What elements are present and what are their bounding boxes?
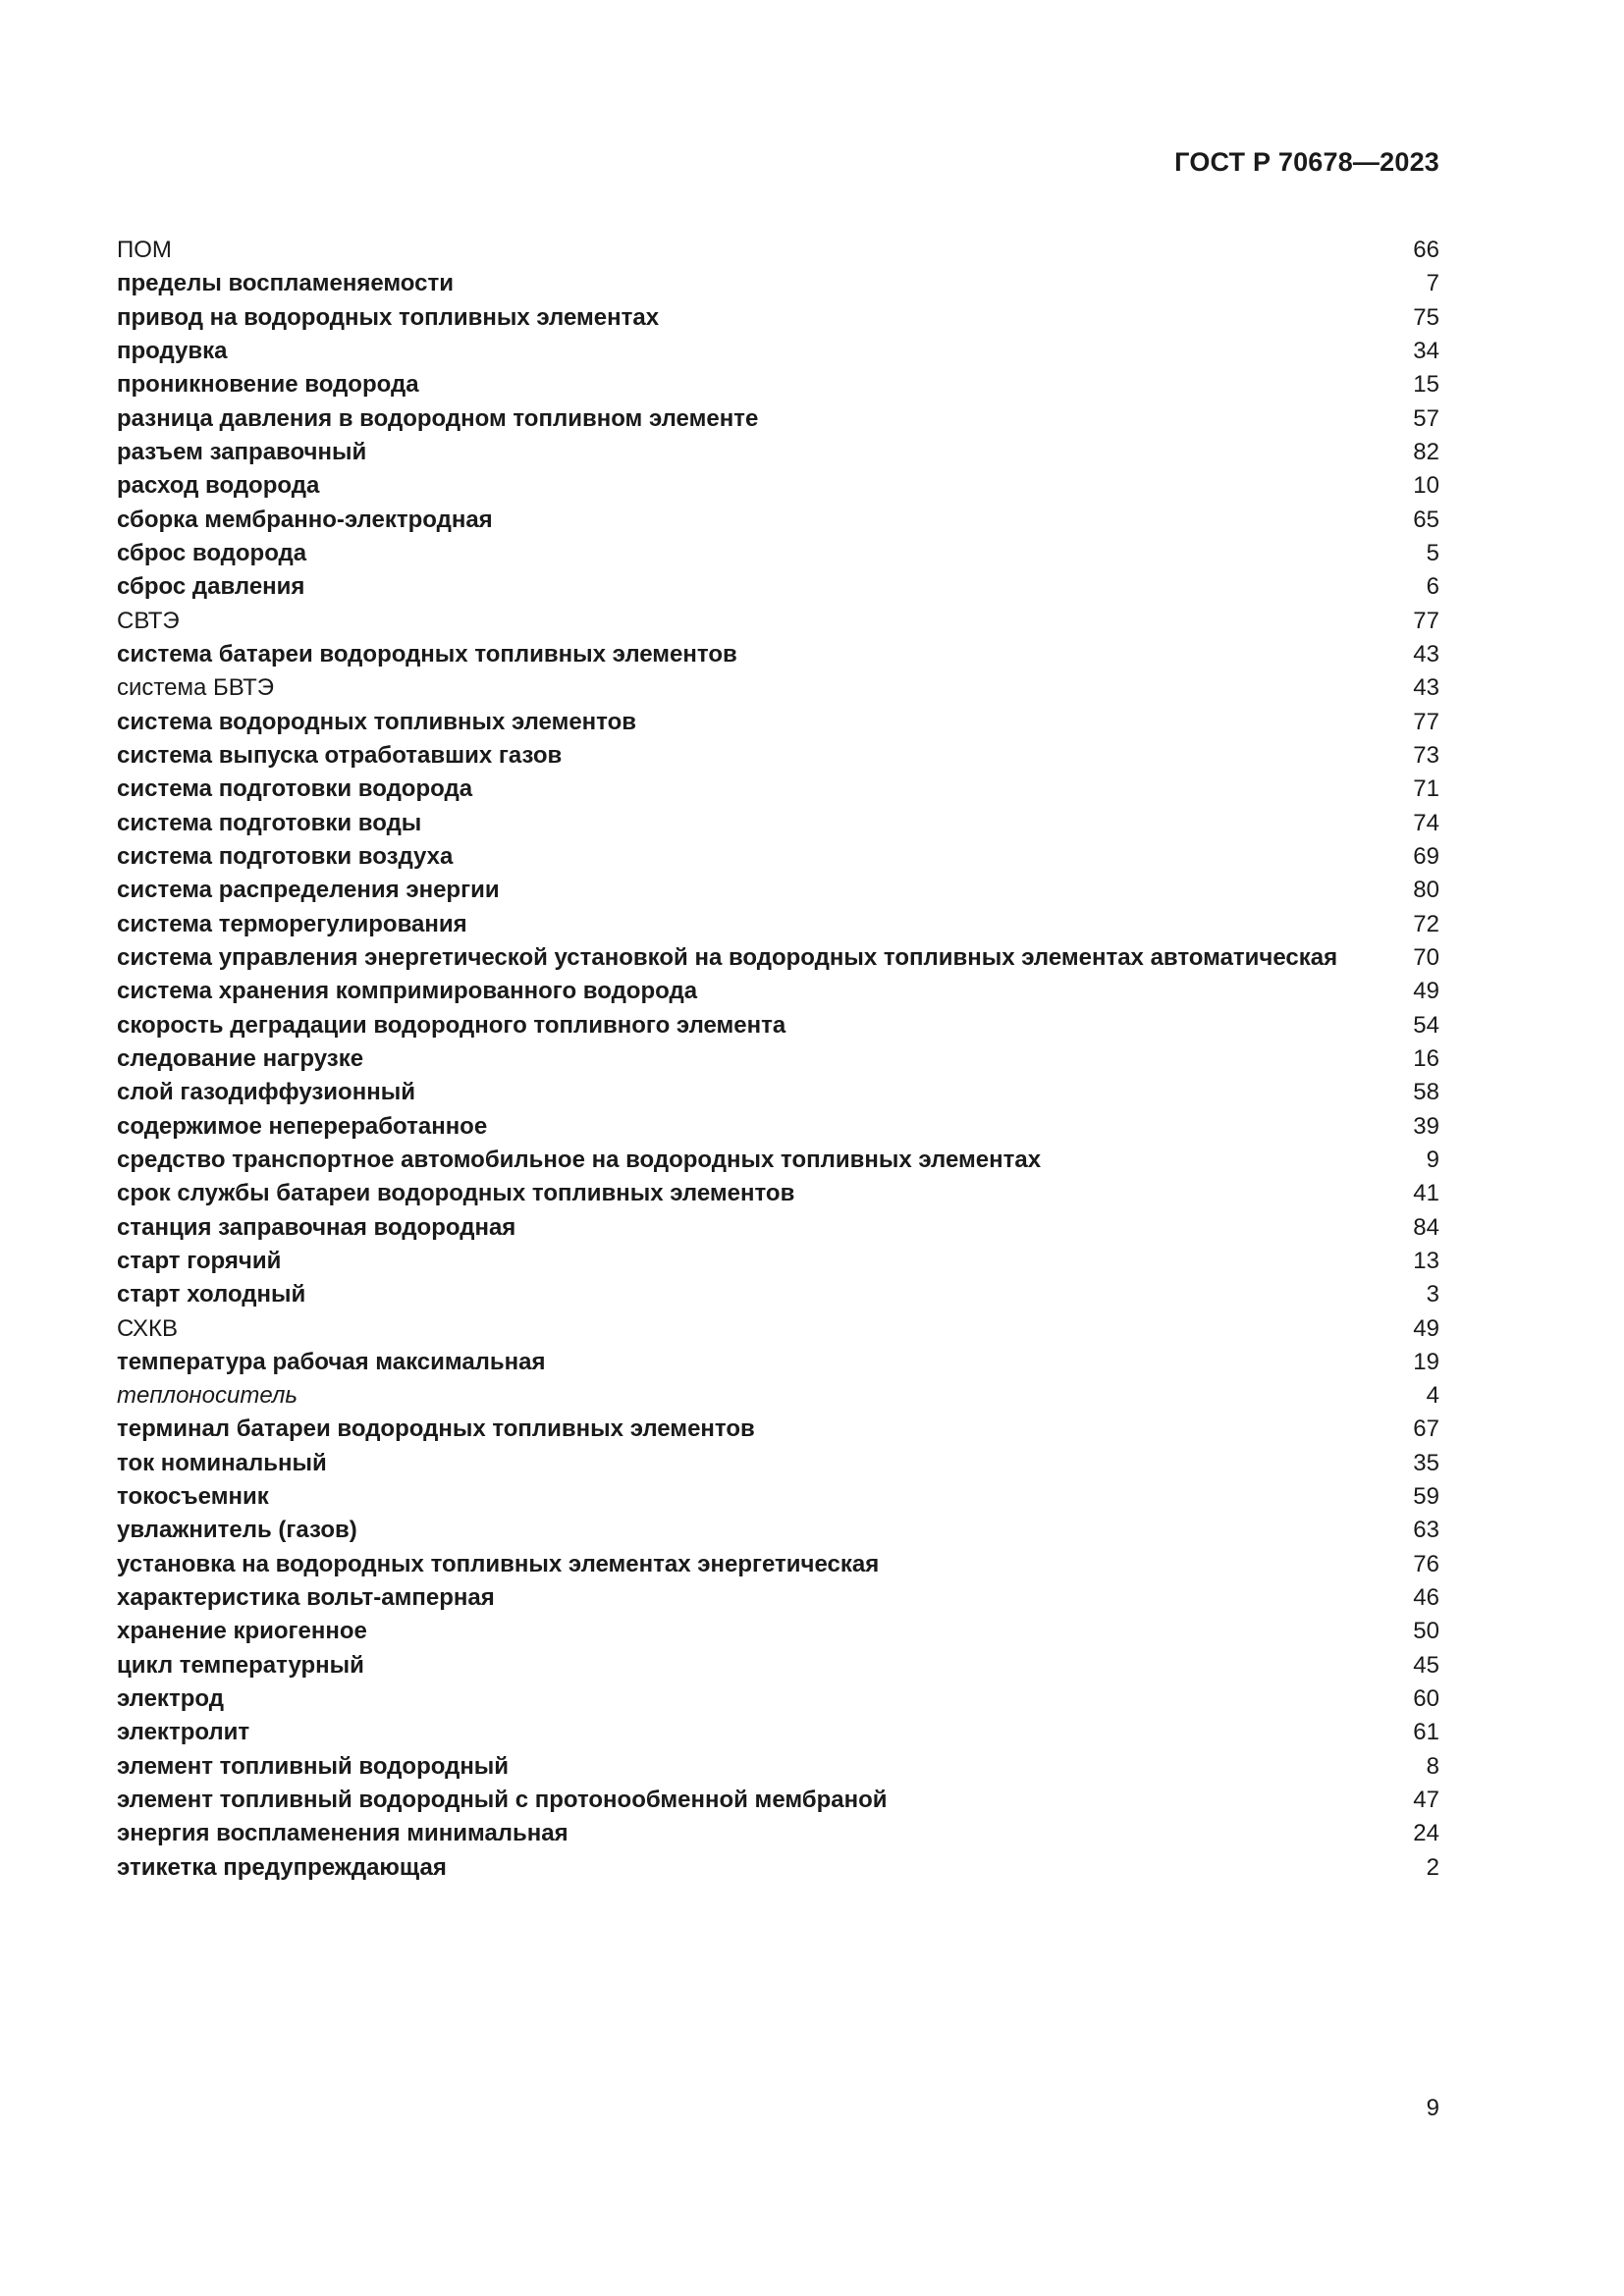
index-term: энергия воспламенения минимальная — [117, 1820, 568, 1847]
index-page-number: 82 — [1413, 438, 1439, 465]
index-entry — [117, 1042, 1439, 1076]
index-page-number: 69 — [1413, 842, 1439, 870]
index-term: этикетка предупреждающая — [117, 1853, 447, 1881]
index-term: сброс давления — [117, 573, 305, 601]
index-entry — [117, 874, 1439, 907]
index-entry — [117, 1514, 1439, 1547]
index-page-number: 70 — [1413, 943, 1439, 971]
index-page-number: 35 — [1413, 1449, 1439, 1476]
index-entry — [117, 1076, 1439, 1109]
index-page-number: 7 — [1426, 270, 1439, 297]
index-page-number: 13 — [1413, 1247, 1439, 1274]
index-term: система распределения энергии — [117, 877, 500, 904]
index-entry — [117, 807, 1439, 840]
index-term: электрод — [117, 1685, 224, 1713]
index-entry — [117, 402, 1439, 436]
document-header: ГОСТ Р 70678—2023 — [1174, 147, 1439, 177]
index-term: система подготовки воды — [117, 809, 422, 836]
index-term: увлажнитель (газов) — [117, 1517, 357, 1544]
index-term: СВТЭ — [117, 607, 180, 634]
index-entry — [117, 570, 1439, 604]
index-entry — [117, 739, 1439, 773]
index-page-number: 4 — [1426, 1382, 1439, 1410]
index-page-number: 2 — [1426, 1853, 1439, 1881]
index-page-number: 43 — [1413, 674, 1439, 702]
index-page-number: 49 — [1413, 978, 1439, 1005]
index-page-number: 74 — [1413, 809, 1439, 836]
index-term: старт холодный — [117, 1281, 306, 1308]
index-entry — [117, 975, 1439, 1008]
index-page-number: 15 — [1413, 371, 1439, 399]
index-term: средство транспортное автомобильное на водородных топливных элементах — [117, 1146, 1042, 1173]
index-term: старт горячий — [117, 1247, 282, 1274]
index-page-number: 65 — [1413, 506, 1439, 533]
index-page-number: 43 — [1413, 640, 1439, 667]
index-term: сброс водорода — [117, 539, 307, 566]
index-page-number: 49 — [1413, 1314, 1439, 1342]
index-term: система хранения компримированного водорода — [117, 978, 698, 1005]
index-entry — [117, 1649, 1439, 1682]
index-entry — [117, 671, 1439, 705]
index-term: элемент топливный водородный — [117, 1752, 510, 1780]
index-page-number: 54 — [1413, 1011, 1439, 1039]
index-term: следование нагрузке — [117, 1044, 364, 1072]
index-term: токосъемник — [117, 1483, 269, 1511]
index-page-number: 73 — [1413, 741, 1439, 769]
index-page-number: 9 — [1426, 1146, 1439, 1173]
index-page-number: 10 — [1413, 472, 1439, 500]
index-page-number: 5 — [1426, 539, 1439, 566]
index-page-number: 6 — [1426, 573, 1439, 601]
alphabetical-index — [117, 234, 1439, 1885]
index-entry — [117, 1211, 1439, 1245]
index-entry — [117, 1784, 1439, 1817]
index-term: продувка — [117, 337, 228, 364]
index-entry — [117, 605, 1439, 638]
index-term: теплоноситель — [117, 1382, 298, 1410]
index-entry — [117, 840, 1439, 874]
index-entry — [117, 1245, 1439, 1278]
index-page-number: 84 — [1413, 1213, 1439, 1241]
index-entry — [117, 1346, 1439, 1379]
index-entry — [117, 1447, 1439, 1480]
index-page-number: 34 — [1413, 337, 1439, 364]
index-term: система управления энергетической установкой на водородных топливных элементах автоматическая — [117, 943, 1338, 971]
index-entry — [117, 1750, 1439, 1784]
index-entry — [117, 1682, 1439, 1716]
index-page-number: 63 — [1413, 1517, 1439, 1544]
index-page-number: 80 — [1413, 877, 1439, 904]
index-entry — [117, 1177, 1439, 1210]
index-page-number: 39 — [1413, 1112, 1439, 1140]
index-entry — [117, 335, 1439, 368]
index-term: слой газодиффузионный — [117, 1079, 415, 1106]
index-page-number: 77 — [1413, 607, 1439, 634]
index-page-number: 46 — [1413, 1584, 1439, 1612]
index-term: проникновение водорода — [117, 371, 419, 399]
index-term: система подготовки водорода — [117, 775, 473, 803]
index-page-number: 76 — [1413, 1550, 1439, 1577]
index-entry — [117, 638, 1439, 671]
index-term: система БВТЭ — [117, 674, 275, 702]
index-term: система выпуска отработавших газов — [117, 741, 563, 769]
index-term: электролит — [117, 1719, 250, 1746]
index-page-number: 72 — [1413, 910, 1439, 937]
index-term: температура рабочая максимальная — [117, 1348, 546, 1375]
index-page-number: 77 — [1413, 708, 1439, 735]
index-entry — [117, 368, 1439, 401]
index-entry — [117, 504, 1439, 537]
index-term: срок службы батареи водородных топливных элементов — [117, 1180, 795, 1207]
index-term: система водородных топливных элементов — [117, 708, 637, 735]
index-entry — [117, 301, 1439, 335]
index-term: расход водорода — [117, 472, 320, 500]
index-term: терминал батареи водородных топливных элементов — [117, 1415, 755, 1443]
index-term: система подготовки воздуха — [117, 842, 454, 870]
index-entry — [117, 436, 1439, 469]
index-page-number: 3 — [1426, 1281, 1439, 1308]
index-page-number: 50 — [1413, 1618, 1439, 1645]
index-term: скорость деградации водородного топливного элемента — [117, 1011, 786, 1039]
index-entry — [117, 1379, 1439, 1413]
index-entry — [117, 1548, 1439, 1581]
index-page-number: 71 — [1413, 775, 1439, 803]
index-entry — [117, 1716, 1439, 1749]
index-term: цикл температурный — [117, 1651, 364, 1679]
index-term: сборка мембранно-электродная — [117, 506, 493, 533]
index-entry — [117, 908, 1439, 941]
index-entry — [117, 1817, 1439, 1850]
index-entry — [117, 706, 1439, 739]
index-entry — [117, 537, 1439, 570]
index-term: пределы воспламеняемости — [117, 270, 454, 297]
index-term: ток номинальный — [117, 1449, 327, 1476]
index-term: система терморегулирования — [117, 910, 467, 937]
index-term: станция заправочная водородная — [117, 1213, 516, 1241]
index-entry — [117, 1278, 1439, 1311]
index-entry — [117, 773, 1439, 806]
index-page-number: 24 — [1413, 1820, 1439, 1847]
index-page-number: 60 — [1413, 1685, 1439, 1713]
index-entry — [117, 234, 1439, 267]
index-page-number: 75 — [1413, 303, 1439, 331]
index-page-number: 59 — [1413, 1483, 1439, 1511]
page-number: 9 — [1426, 2095, 1439, 2121]
index-page-number: 19 — [1413, 1348, 1439, 1375]
index-term: элемент топливный водородный с протонообменной мембраной — [117, 1787, 888, 1814]
index-page-number: 57 — [1413, 404, 1439, 432]
index-page-number: 61 — [1413, 1719, 1439, 1746]
index-page-number: 66 — [1413, 237, 1439, 263]
index-entry — [117, 1851, 1439, 1885]
index-entry — [117, 1009, 1439, 1042]
index-entry — [117, 1581, 1439, 1615]
index-entry — [117, 941, 1439, 975]
index-term: характеристика вольт-амперная — [117, 1584, 495, 1612]
index-term: СХКВ — [117, 1314, 178, 1342]
index-page-number: 16 — [1413, 1044, 1439, 1072]
index-entry — [117, 267, 1439, 300]
index-term: установка на водородных топливных элементах энергетическая — [117, 1550, 880, 1577]
index-entry — [117, 1312, 1439, 1346]
index-term: содержимое непереработанное — [117, 1112, 488, 1140]
index-term: хранение криогенное — [117, 1618, 367, 1645]
index-page-number: 41 — [1413, 1180, 1439, 1207]
index-entry — [117, 1615, 1439, 1648]
index-page-number: 58 — [1413, 1079, 1439, 1106]
index-term: разница давления в водородном топливном элементе — [117, 404, 759, 432]
index-page-number: 47 — [1413, 1787, 1439, 1814]
index-entry — [117, 1480, 1439, 1514]
index-entry — [117, 1144, 1439, 1177]
index-page-number: 67 — [1413, 1415, 1439, 1443]
index-term: привод на водородных топливных элементах — [117, 303, 660, 331]
index-entry — [117, 469, 1439, 503]
index-entry — [117, 1110, 1439, 1144]
index-term: разъем заправочный — [117, 438, 367, 465]
index-term: ПОМ — [117, 237, 172, 263]
index-entry — [117, 1413, 1439, 1446]
index-term: система батареи водородных топливных элементов — [117, 640, 737, 667]
index-page-number: 8 — [1426, 1752, 1439, 1780]
index-page-number: 45 — [1413, 1651, 1439, 1679]
